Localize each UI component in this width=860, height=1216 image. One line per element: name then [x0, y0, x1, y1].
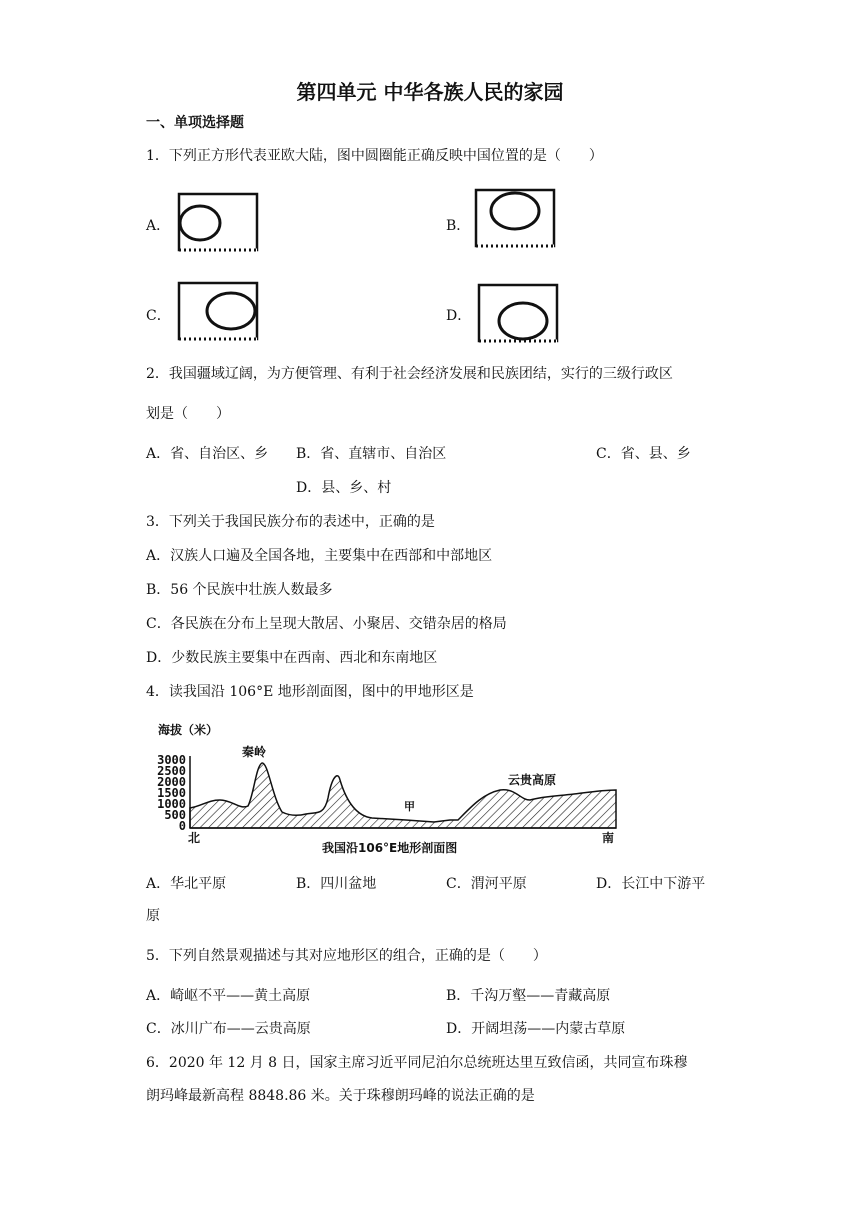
q4-option-b: B．四川盆地 — [296, 876, 377, 892]
ytick-1000: 1000 — [157, 797, 186, 811]
ytick-1500: 1500 — [157, 786, 186, 800]
q3-option-d: D．少数民族主要集中在西南、西北和东南地区 — [146, 650, 438, 666]
profile-ylabel: 海拔（米） — [158, 723, 219, 737]
q5-option-b: B．千沟万壑——青藏高原 — [446, 988, 611, 1004]
question-5-stem: 5．下列自然景观描述与其对应地形区的组合，正确的是（ ） — [146, 948, 547, 964]
question-1-stem: 1．下列正方形代表亚欧大陆，图中圆圈能正确反映中国位置的是（ ） — [146, 148, 603, 164]
q2-option-c: C．省、县、乡 — [596, 446, 691, 462]
label-south: 南 — [602, 831, 615, 845]
q4-option-d: D．长江中下游平 — [596, 876, 706, 892]
q1-option-b-label: B． — [446, 218, 471, 234]
ytick-500: 500 — [164, 808, 186, 822]
page-title: 第四单元 中华各族人民的家园 — [296, 80, 564, 104]
ytick-3000: 3000 — [157, 753, 186, 767]
q2-option-d: D．县、乡、村 — [296, 480, 392, 496]
q1-option-c-figure — [176, 280, 262, 350]
label-north: 北 — [188, 831, 201, 845]
ytick-2000: 2000 — [157, 775, 186, 789]
q1-option-c-label: C． — [146, 308, 171, 324]
q1-option-a-figure — [176, 186, 260, 256]
q4-option-a: A．华北平原 — [146, 876, 227, 892]
question-4-stem: 4．读我国沿 106°E 地形剖面图，图中的甲地形区是 — [146, 684, 474, 700]
ytick-2500: 2500 — [157, 764, 186, 778]
q1-option-d-label: D． — [446, 308, 472, 324]
q3-option-c: C．各民族在分布上呈现大散居、小聚居、交错杂居的格局 — [146, 616, 507, 632]
q5-option-a: A．崎岖不平——黄土高原 — [146, 988, 311, 1004]
q4-option-c: C．渭河平原 — [446, 876, 527, 892]
q1-option-a-label: A． — [146, 218, 171, 234]
ytick-0: 0 — [178, 819, 186, 833]
q3-option-b: B．56 个民族中壮族人数最多 — [146, 582, 333, 598]
question-6-stem-line2: 朗玛峰最新高程 8848.86 米。关于珠穆朗玛峰的说法正确的是 — [146, 1088, 535, 1104]
label-qinling: 秦岭 — [242, 745, 267, 759]
label-jia: 甲 — [404, 800, 415, 813]
question-2-stem-line2: 划是（ ） — [146, 406, 230, 422]
q3-option-a: A．汉族人口遍及全国各地，主要集中在西部和中部地区 — [146, 548, 493, 564]
q1-option-b-figure — [473, 186, 559, 256]
q5-option-d: D．开阔坦荡——内蒙古草原 — [446, 1021, 626, 1037]
section-heading: 一、单项选择题 — [146, 115, 244, 131]
question-6-stem-line1: 6．2020 年 12 月 8 日，国家主席习近平同尼泊尔总统班达里互致信函，共同宣布珠穆 — [146, 1055, 688, 1071]
terrain-profile-figure — [150, 716, 630, 860]
question-2-stem-line1: 2．我国疆域辽阔，为方便管理、有利于社会经济发展和民族团结，实行的三级行政区 — [146, 366, 673, 382]
q2-option-b: B．省、直辖市、自治区 — [296, 446, 447, 462]
profile-caption: 我国沿106°E地形剖面图 — [322, 841, 458, 855]
q2-option-a: A．省、自治区、乡 — [146, 446, 269, 462]
q5-option-c: C．冰川广布——云贵高原 — [146, 1021, 311, 1037]
q4-option-d-wrap: 原 — [146, 908, 160, 924]
label-yungui-plateau: 云贵高原 — [508, 773, 557, 787]
q1-option-d-figure — [476, 282, 562, 352]
question-3-stem: 3．下列关于我国民族分布的表述中，正确的是 — [146, 514, 435, 530]
